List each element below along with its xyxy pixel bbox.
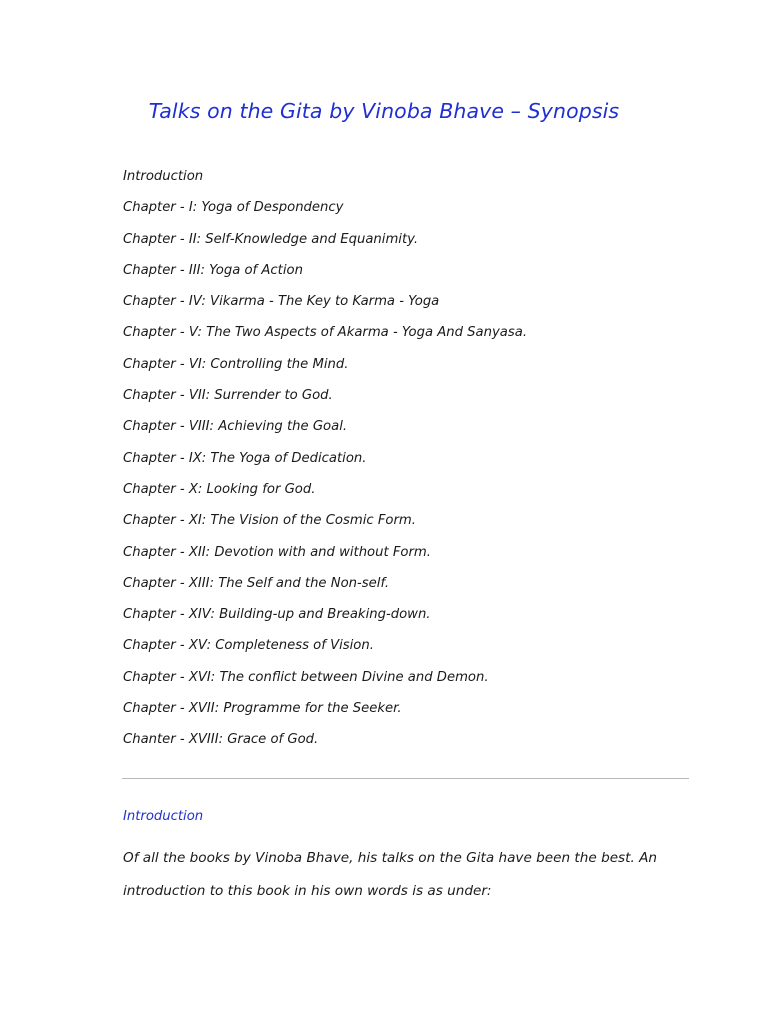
toc-item-chapter-8: Chapter - VIII: Achieving the Goal. [123, 419, 348, 435]
introduction-paragraph [123, 842, 698, 912]
intro-line-1: Of all the books by Vinoba Bhave, his talks on the Gita have been the best. An [123, 850, 658, 866]
document-title: Talks on the Gita by Vinoba Bhave – Synopsis [148, 99, 620, 123]
toc-item-chapter-16: Chapter - XVI: The conflict between Divine and Demon. [123, 669, 489, 685]
toc-item-introduction: Introduction [123, 169, 204, 184]
table-of-contents [123, 166, 527, 761]
intro-line-2: introduction to this book in his own words is as under: [123, 883, 492, 899]
toc-item-chapter-1: Chapter - I: Yoga of Despondency [123, 200, 344, 216]
toc-item-chapter-14: Chapter - XIV: Building-up and Breaking-down. [123, 607, 431, 623]
toc-item-chapter-17: Chapter - XVII: Programme for the Seeker. [123, 701, 402, 717]
toc-item-chapter-12: Chapter - XII: Devotion with and without Form. [123, 544, 431, 560]
toc-item-chapter-9: Chapter - IX: The Yoga of Dedication. [123, 450, 367, 466]
toc-item-chapter-10: Chapter - X: Looking for God. [123, 481, 316, 497]
toc-item-chapter-15: Chapter - XV: Completeness of Vision. [123, 638, 374, 654]
introduction-heading: Introduction [123, 809, 204, 824]
toc-item-chapter-13: Chapter - XIII: The Self and the Non-self. [123, 575, 390, 591]
section-divider [122, 778, 689, 779]
toc-item-chapter-11: Chapter - XI: The Vision of the Cosmic Form. [123, 513, 416, 529]
toc-item-chapter-2: Chapter - II: Self-Knowledge and Equanimity. [123, 231, 419, 247]
toc-item-chapter-7: Chapter - VII: Surrender to God. [123, 388, 333, 404]
toc-item-chapter-18: Chanter - XVIII: Grace of God. [123, 732, 319, 748]
toc-item-chapter-4: Chapter - IV: Vikarma - The Key to Karma - Yoga [123, 294, 440, 310]
toc-item-chapter-3: Chapter - III: Yoga of Action [123, 262, 303, 278]
toc-item-chapter-5: Chapter - V: The Two Aspects of Akarma - Yoga And Sanyasa. [123, 325, 528, 341]
toc-item-chapter-6: Chapter - VI: Controlling the Mind. [123, 356, 349, 372]
